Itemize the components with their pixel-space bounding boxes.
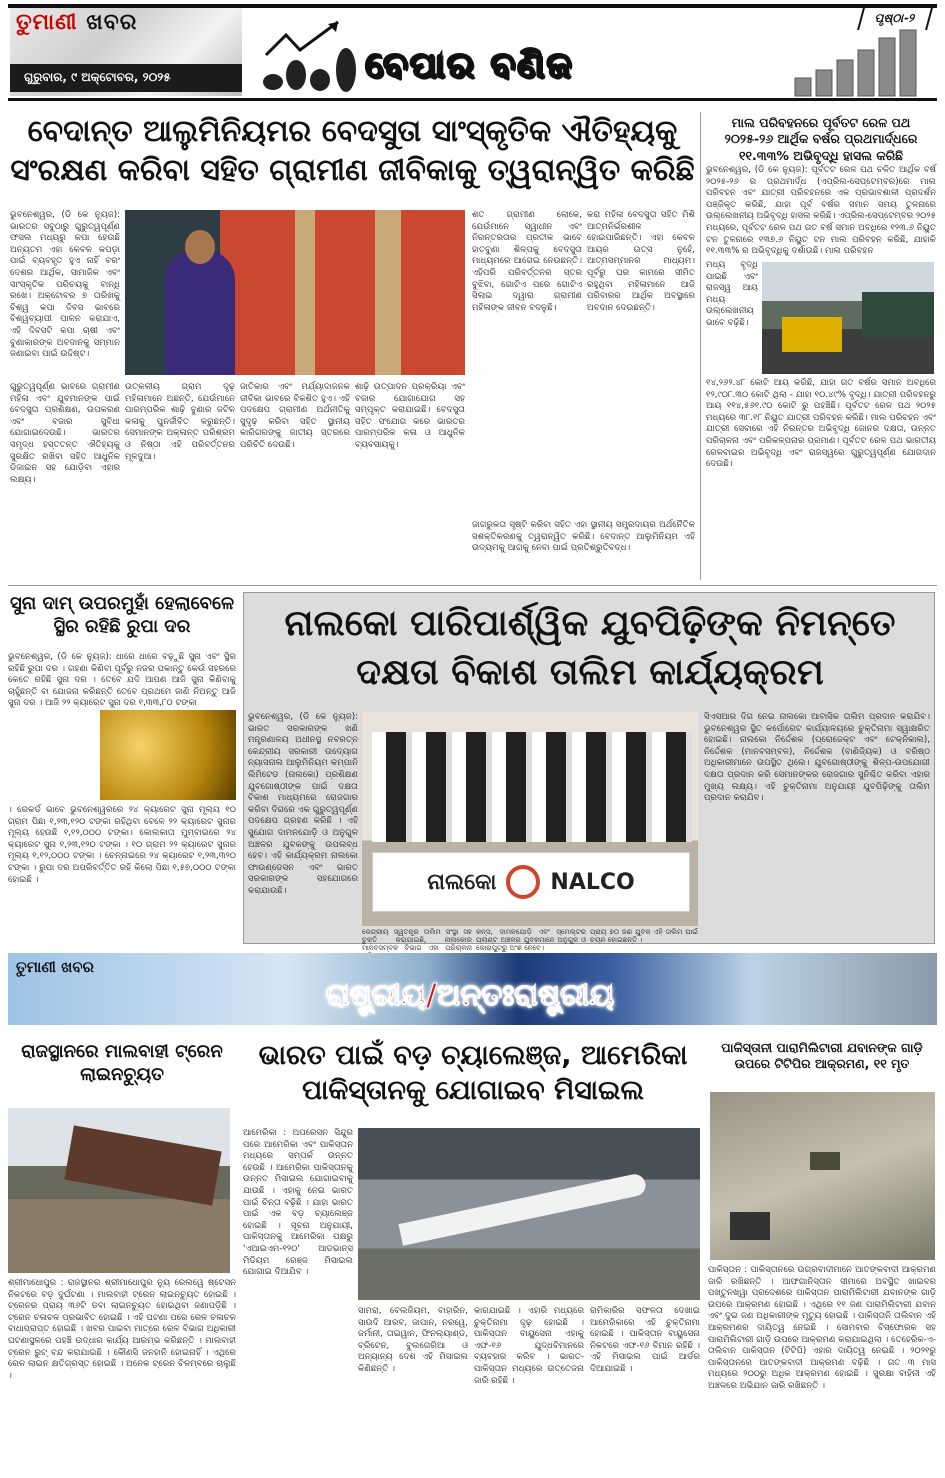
nalco-bottom-1: କେନ୍ଦ୍ରୀୟ ସ୍ୱତନ୍ତ୍ର ତାଲିମ ସଂସ୍ଥା ସହ ଚୁକ୍ତି କରାଯାଇଛି, ନାଲକୋର ମାନବସମ୍ବଳ ବିଭାଗ ଏହା ପରିଚାଳନା: [362, 928, 472, 952]
masthead-word-2: ଖବର: [86, 10, 138, 35]
lead-col-6: ଜାତିକାର ଏବଂ ମର୍ଯ୍ୟାଦାଜନକ ଜୀବିକା ଭାବରେ ବିକଶିତ ହୁଏ। ଏହି ପଦକ୍ଷେପ ଗ୍ରାମୀଣ ଅର୍ଥନୀତିକୁ ସୁଦୃଢ଼ କରିବା ସହିତ ସ୍ଥାନୀୟ କାରିଗରଙ୍କୁ ଜାତୀୟ ସ୍ତରରେ ପରିଚିତି ଦେଉଛି।: [240, 382, 350, 450]
rail-body-1: ଭୁବନେଶ୍ୱର, (ଡି କେ ନ୍ୟୁଜ): ପୂର୍ବତଟ ରେଳ ପଥ ଚଳିତ ଆର୍ଥିକ ବର୍ଷ ୨୦୨୫-୨୬ ର ପ୍ରଥମାର୍ଦ୍ଧ (ଏପ୍ରିଲ-ସେପ୍ଟେମ୍ବର)ରେ ମାଲ ପରିବହନ ଏବଂ ଯାତ୍ରୀ ପରିବହନରେ ଏକ ପ୍ରଭାବଶାଳୀ ପ୍ରଦର୍ଶନ ପଞ୍ଜିକୃତ କରିଛି, ଯାହା ପୂର୍ବ ବର୍ଷର ସମାନ ସମୟ ତୁଳନାରେ ଉଲ୍ଲେଖନୀୟ ଅଭିବୃଦ୍ଧି ହାସଲ କରିଛି। ଏପ୍ରିଲ-ସେପ୍ଟେମ୍ବର ୨୦୨୫ ମଧ୍ୟରେ, ପୂର୍ବତଟ ରେଳ ପଥ ଗତ ବର୍ଷ ସମାନ ଅବଧିରେ ୧୨୩.୬ ନିୟୁତ ଟନ ତୁଳନାରେ ୧୩୭.୬ ନିୟୁତ ଟନ ମାଲ ପରିବହନ କରିଛି, ଯାହାକି ୧୧.୩୩% ର ଅଭିବୃଦ୍ଧିକୁ ଦର୍ଶାଉଛି। ମାଲ ପରିବହନ: [706, 165, 936, 257]
derailed-train-photo: [8, 1108, 230, 1273]
nalco-logo-icon: [506, 865, 540, 899]
lead-col-8: ଜାଗରୁକତା ସୃଷ୍ଟି କରିବା ସହିତ ଏହା ସ୍ଥାନୀୟ ସମ୍ପ୍ରଦାୟର ଅର୍ଥନୈତିକ ସଶକ୍ତିକରଣକୁ ତ୍ୱରାନ୍ୱିତ କରିଛି। ବେଦାନ୍ତ ଆଲୁମିନିୟମ ଏହି ଉଦ୍ୟମକୁ ଆଗକୁ ନେବା ପାଇଁ ପ୍ରତିଶ୍ରୁତିବଦ୍ଧ।: [472, 520, 695, 554]
missile-left-body: ଆମେରିକା : ଅପରେସନ ସିନ୍ଦୁର ପରେ ଆମେରିକା ଏବଂ ପାକିସ୍ତାନ ମଧ୍ୟରେ ସମ୍ପର୍କ ଉନ୍ନତ ହେଉଛି । ଆମେରିକା ପାକିସ୍ତାନକୁ ଉନ୍ନତ ମିସାଇଲ ଯୋଗାଇବାକୁ ଯାଉଛି । ଏହାକୁ ନେଇ ଭାରତ ପାଇଁ ଚିନ୍ତା ବଢ଼ିଛି । ଯାହା ଭାରତ ପାଇଁ ଏକ ବଡ଼ ଚ୍ୟାଲେଞ୍ଜ ହୋଇଛି । ସୂଚନା ଅନୁଯାୟୀ, ପାକିସ୍ତାନକୁ ଆମେରିକା ପକ୍ଷରୁ 'ଏଆଇଏମ-୧୨୦' ଆଡଭାନ୍ସ ମିଡିୟମ ରେଞ୍ଜ ମିସାଇଲ ଯୋଗାଇ ଦିଆଯିବ ।: [243, 1128, 353, 1278]
nalco-mou-photo: [362, 712, 698, 926]
missile-headline-line-1: ଭାରତ ପାଇଁ ବଡ଼ ଚ୍ୟାଲେଞ୍ଜ, ଆମେରିକା: [258, 1040, 688, 1071]
nalco-logo-odia: ନାଲକୋ: [427, 869, 497, 895]
rail-body-3: ୧୪,୨୬୨.୪୮ କୋଟି ଆୟ କରିଛି, ଯାହା ଗତ ବର୍ଷର ସମାନ ଅବଧିରେ ୧୨,୯୦୮.୩୦ କୋଟି ଥିଲା - ଯାହା ୧୦.୪୯% ବୃଦ୍ଧି। ଯାତ୍ରୀ ପରିବହନରୁ ଆୟ ୧୧୪,୫୬୧.୯୦ କୋଟି ରୁ ପହଞ୍ଚିଛି। ପୂର୍ବତଟ ରେଳ ପଥ ୨୦୨୫ ମଧ୍ୟରେ ୩୮.୧୮ ନିୟୁତ ଯାତ୍ରୀ ପରିବହନ କରିଛି। ମାଲ ପରିବହନ ଏବଂ ଯାତ୍ରୀ ସେବାରେ ଏହି ନିରନ୍ତର ଅଭିବୃଦ୍ଧି ଜୋନର ଦକ୍ଷତା, ଉନ୍ନତ ପରିଚାଳନା ଏବଂ ପରିକଳ୍ପନାର ପ୍ରମାଣ। ପୂର୍ବତଟ ରେଳ ପଥ ଭାରତୀୟ ରେଳବାଇର ଅଭିବୃଦ୍ଧି ଏବଂ ରାଜସ୍ୱରେ ଗୁରୁତ୍ୱପୂର୍ଣ୍ଣ ଯୋଗଦାନ ଦେଉଛି।: [706, 378, 936, 470]
masthead-title: [16, 10, 137, 35]
missile-photo: [358, 1128, 700, 1300]
lead-col-4: ଗୁରୁତ୍ୱପୂର୍ଣ୍ଣ ଭାବରେ ଗ୍ରାମୀଣ ମହିଳା ଏବଂ ଯୁବମାନଙ୍କ ପାଇଁ ବେଦସୁତା ପ୍ରଶିକ୍ଷଣ, ଉପକରଣ ଏବଂ ବଜାର ସୁବିଧା ଯୋଗାଇଦେଉଛି। ଭାରତର ସମୃଦ୍ଧ ହସ୍ତତନ୍ତ ଐତିହ୍ୟକୁ ସୁରକ୍ଷିତ ରଖିବା ସହିତ ଆଧୁନିକ ଡିଜାଇନ ସହ ଯୋଡ଼ିବା ଏହାର ଲକ୍ଷ୍ୟ।: [10, 382, 120, 485]
section-title: ବେପାର ବଣିଜ: [365, 45, 574, 86]
row-divider: [8, 585, 937, 586]
nalco-left-body: ଭୁବନେଶ୍ୱର, (ଡି କେ ନ୍ୟୁଜ): ଭାରତ ସରକାରଙ୍କ ଖଣି ମନ୍ତ୍ରଣାଳୟ ଅଧୀନସ୍ଥ ନବରତ୍ନ କେନ୍ଦ୍ରୀୟ ସରକାରୀ ଉଦ୍ୟୋଗ ନ୍ୟାସନାଲ ଆଲୁମିନିୟମ କମ୍ପାନି ଲିମିଟେଡ (ନାଲକୋ) ପ୍ରଶିକ୍ଷଣ ଯୁବଗୋଷ୍ଠୀଙ୍କ ପାଇଁ ଦକ୍ଷତା ବିକାଶ ମାଧ୍ୟମରେ ରୋଜଗାର କରିବା ଦିଗରେ ଏକ ଗୁରୁତ୍ୱପୂର୍ଣ୍ଣ ପଦକ୍ଷେପ ଗ୍ରହଣ କରିଛି । ଏହି ସୁଯୋଗ ଦାମନଯୋଡ଼ି ଓ ଅନୁଗୁଳ ଅଞ୍ଚଳର ଯୁବକଙ୍କୁ ଉପଲବ୍ଧ ହେବ। ଏହି କାର୍ଯ୍ୟକ୍ରମ ନାଲକୋ ଫାଉଣ୍ଡେସନ ଏବଂ ଭାରତ ସରକାରଙ୍କ ସହଯୋଗରେ କରାଯାଉଛି।: [248, 712, 358, 896]
missile-col-2: କାରଯାଇଛି । ଏହାରି ମଧ୍ୟରେ ଚୁକ୍ତିନାମା ଦୃଢ଼ ହୋଇଛି । ପାକିସ୍ତାନ ବାୟୁସେନା ଏହାକୁ ଏଫ-୧୬ ଯୁଦ୍ଧବିମାନରେ ବ୍ୟବହାର କରିବ । ଭାରତ-ପାକିସ୍ତାନ ମଧ୍ୟରେ ଉତ୍ତେଜନା ଜାରି ରହିଛି ।: [474, 1306, 584, 1386]
pak-headline: ପାକିସ୍ତାନୀ ପାରାମିଲିଟାରୀ ଯବାନଙ୍କ ଗାଡ଼ି ଉପରେ ଟିଟିପିର ଆକ୍ରମଣ, ୧୧ ମୃତ: [721, 1040, 923, 1072]
masthead-word-1: ତୁମାଣୀ: [16, 10, 78, 35]
lead-headline-line-2: ସଂରକ୍ଷଣ କରିବା ସହିତ ଗ୍ରାମୀଣ ଜୀବିକାକୁ ତ୍ୱରାନ୍ୱିତ କରିଛି: [10, 153, 695, 188]
missile-headline-line-2: ପାକିସ୍ତାନକୁ ଯୋଗାଇବ ମିସାଇଲ: [302, 1075, 644, 1107]
lead-col-2: ଶତ ଗ୍ରାମୀଣ ଲୋକେ, ଯେଉଁମାନେ ସ୍ୱାଧୀନ ଏବଂ ନିରନ୍ତରତାର ପ୍ରତୀକ ଭାବେ ହାତବୁଣା ଶିଳ୍ପକୁ ବେଦସୁତା ମାଧ୍ୟମରେ ଆଗେଇ ନେଉଛନ୍ତି। ଏହିପରି ପରିବର୍ତ୍ତନର ସ୍ତର ବୁଝିବା, ଗୋଟିଏ ପରେ ଗୋଟିଏ ସିଲାଇ ଦ୍ୱାରା ଗ୍ରାମୀଣ ମହିଳାଙ୍କ ଜୀବନ ବଦଳୁଛି।: [472, 210, 582, 313]
nalco-headline-line-2: ଦକ୍ଷତା ବିକାଶ ତାଲିମ କାର୍ଯ୍ୟକ୍ରମ: [356, 651, 824, 693]
military-convoy-photo: [710, 1092, 935, 1260]
gold-body-2: । ରେକର୍ଡ ଭାବେ ଭୁବନେଶ୍ୱରରେ ୨୪ କ୍ୟାରେଟ ସୁନା ମୂଲ୍ୟ ୧୦ ଗ୍ରାମ ପିଛା ୧,୨୩,୧୨୦ ଟଙ୍କା ରହିଥିବା ବେଳେ ୨୨ କ୍ୟାରେଟ ସୁନାର ମୂଲ୍ୟ ହେଉଛି ୧,୧୨,୦୦୦ ଟଙ୍କା। କୋଲକାତା ମୁମ୍ବାଇରେ ୨୪ କ୍ୟାରେଟ ସୁନା ୧,୨୩,୧୨୦ ଟଙ୍କା । ୧୦ ଗ୍ରାମ ୨୨ କ୍ୟାରେଟ ସୁନାର ମୂଲ୍ୟ ୧,୧୨,୦୦୦ ଟଙ୍କା । ଚେନ୍ନାଇରେ ୨୪ କ୍ୟାରେଟ ୧,୨୩,୩୨୦ ଟଙ୍କା । ରୁପା ଦର ଅପରିବର୍ତ୍ତିତ ରହି କିଲୋ ପିଛା ୧,୫୭,୦୦୦ ଟଙ୍କା ହୋଇଛି ।: [8, 805, 236, 885]
missile-headline: [243, 1038, 703, 1108]
page-number: ପୃଷ୍ଠା-୨: [857, 8, 933, 30]
nalco-logo-english: NALCO: [550, 869, 635, 895]
nalco-bottom-2: କନ୍ସ, ଦାମନଯୋଡ଼ି ଏବଂ ସ୍ମେଲ୍ଟର ପ୍ଲାଣ୍ଟ ଅଞ୍ଚଳର ଯୁବକମାନେ ଅନୁଗୁଳ ଓ କୋରାପୁଟରୁ ଅଂଶ ନେବେ।: [476, 928, 586, 952]
banner-title: ରାଷ୍ଟ୍ରୀୟ/ଅନ୍ତଃରାଷ୍ଟ୍ରୀୟ: [325, 978, 615, 1013]
missile-col-1: ସାମରା, ବେଲଜିୟମ, ବାହାରିନ, ସାଉଦି ଆରବ, ଜାପାନ, ନରୱେ, ଜର୍ମାନୀ, ତାଇୱାନ, ଫିନଲ୍ୟାଣ୍ଡ, ବ୍ରିଟେନ, ବୁଲଗେରିଆ ଓ ଅନ୍ୟାନ୍ୟ ଦେଶ ଏହି ମିସାଇଲ କିଣିଛନ୍ତି ।: [358, 1306, 468, 1374]
nalco-right-body: ସିଏସଆର ଦିଗ ନେଇ ନାଲକୋ ଆବାସିକ ତାଲିମ ପ୍ରଦାନ କରାଯିବ। ଭୁବନେଶ୍ୱର ସ୍ଥିତ କର୍ପୋରେଟ କାର୍ଯ୍ୟାଳୟରେ ଚୁକ୍ତିନାମା ସ୍ୱାକ୍ଷରିତ ହୋଇଛି। ନାଲକୋ ନିର୍ଦ୍ଦେଶକ (ପ୍ରୋଜେକ୍ଟ ଏବଂ ଟେକ୍ନିକାଲ), ନିର୍ଦ୍ଦେଶକ (ମାନବସମ୍ବଳ), ନିର୍ଦ୍ଦେଶକ (ବାଣିଜ୍ୟିକ) ଓ ବରିଷ୍ଠ ଅଧିକାରୀମାନେ ଉପସ୍ଥିତ ଥିଲେ। ଯୁବଗୋଷ୍ଠୀଙ୍କୁ ଶିଳ୍ପ-ଉପଯୋଗୀ ଦକ୍ଷତା ପ୍ରଦାନ କରି ସେମାନଙ୍କର ରୋଜଗାର ସୁନିଶ୍ଚିତ କରିବା ଏହାର ମୁଖ୍ୟ ଲକ୍ଷ୍ୟ। ଏହି ଚୁକ୍ତିନାମା ଅନୁଯାୟୀ ଯୁବପିଢ଼ିଙ୍କୁ ତାଲିମ ପ୍ରଦାନ କରାଯିବ।: [704, 712, 930, 804]
date-bar: ଗୁରୁବାର, ୯ ଅକ୍ଟୋବର, ୨୦୨୫: [10, 64, 242, 92]
lead-col-5: ଉତ୍କଳୀୟ ଗ୍ରାମ ଦୃଢ଼ ମହିଳାମାନେ ଅଛନ୍ତି, ଯେଉଁମାନେ ପାରମ୍ପରିକ ଶାଢ଼ି ବୁଣାର ଜଟିଳ କଳାକୁ ପୁନର୍ଜୀବିତ କରୁଛନ୍ତି। ସେମାନଙ୍କ ଅକ୍ଳାନ୍ତ ପରିଶ୍ରମ ଓ ନିଷ୍ଠା ଏହି ପରିବର୍ତ୍ତନର ମୂଳଦୁଆ।: [125, 382, 235, 462]
gold-jewellery-photo: [100, 710, 236, 800]
coin-stacks-icon: [780, 30, 930, 96]
nalco-headline: [250, 600, 930, 697]
trend-coins-icon: [258, 20, 358, 95]
nalco-bottom-3: ପ୍ରାୟ ୭୦ ଜଣ ଯୁବକ ଏହି ତାଲିମ ପାଇଁ ଚୟନ ହୋଇଛନ୍ତି ।: [590, 928, 698, 944]
lead-headline: [10, 112, 695, 190]
train-body: ଶ୍ରୀମାଧୋପୁର : ରାଜସ୍ଥାନର ଶ୍ରୀମାଧୋପୁର ନ୍ୟୁ ରେଲୱେ ଷ୍ଟେସନ ନିକଟରେ ବଡ଼ ଦୁର୍ଘଟଣା । ମାଲବାହୀ ଟ୍ରେନ ଲାଇନଚ୍ୟୁତ ହୋଇଛି । ଟ୍ରେନର ପ୍ରାୟ ୩୬ଟି ଡବା ଲାଇନଚ୍ୟୁତ ହୋଇଥିବା ଜଣାପଡ଼ିଛି । ଟ୍ରେନ ଚଳାଚଳ ପ୍ରଭାବିତ ହୋଇଛି । ଏହି ଘଟଣା ପରେ ରେଳ ଚଳାଚଳ ବାଧାପ୍ରାପ୍ତ ହୋଇଛି । ଖବର ପାଇବା ମାତ୍ରେ ରେଳ ବିଭାଗ ଅଧିକାରୀ ଘଟଣାସ୍ଥଳରେ ପହଞ୍ଚି ଉଦ୍ଧାର କାର୍ଯ୍ୟ ଆରମ୍ଭ କରିଛନ୍ତି । ମାଲବାହୀ ଟ୍ରେନ ରୁଟ୍ ବନ୍ଦ କରାଯାଇଛି । କୌଣସି ଜନହାନି ହୋଇନାହିଁ । ଏଥିରେ ରେଳ ଲାଇନ କ୍ଷତିଗ୍ରସ୍ତ ହୋଇଛି । ଅନେକ ଟ୍ରେନ ବିଳମ୍ବରେ ଚାଲୁଛି ।: [8, 1278, 236, 1381]
train-headline: ରାଜସ୍ଥାନରେ ମାଲବାହୀ ଟ୍ରେନ ଲାଇନଚ୍ୟୁତ: [21, 1041, 223, 1086]
missile-col-3: ରାମିକାରିର ସଫଳତା ଦେଖାଇ ଆମେରିକାରେ ଏହି ଚୁକ୍ତିନାମା ହୋଇଛି । ପାକିସ୍ତାନ ବାୟୁସେନା ନିକଟରେ ଏଫ-୧୬ ବିମାନ ରହିଛି । ଏହି ମିସାଇଲ ପାଇଁ ଆର୍ଡର ଦିଆଯାଇଛି ।: [590, 1306, 700, 1374]
column-divider: [700, 112, 701, 580]
banner-masthead: ତୁମାଣୀ ଖବର: [16, 958, 94, 976]
pak-body: ପାକିସ୍ତାନ : ପାକିସ୍ତାନରେ ଉଗ୍ରବାଦୀମାନେ ଆତଙ୍କବାଦୀ ଆକ୍ରମଣ ଜାରି ରଖିଛନ୍ତି । ଆଫଗାନିସ୍ତାନ ସୀମାରେ ଅବସ୍ଥିତ ଖାଇବର ପଖ୍ତୁନଖ୍ୱା ପ୍ରଦେଶରେ ପାକିସ୍ତାନ ପାରାମିଲିଟାରୀ ଯବାନଙ୍କ ଗାଡ଼ି ଉପରେ ଆକ୍ରମଣ ହୋଇଛି । ଏଥିରେ ୧୧ ଜଣ ପାରାମିଲିଟାରୀ ଯବାନ ଏବଂ ଦୁଇ ଜଣ ଅଧିକାରୀଙ୍କ ମୃତ୍ୟୁ ହୋଇଛି । ପାକିସ୍ତାନି ତାଲିବାନ ଏହି ଆକ୍ରମଣର ଦାୟିତ୍ୱ ନେଇଛି । ସୋମବାର ବିସ୍ଫୋରକ ସହ ପାରାମିଲିଟାରୀ ଗାଡ଼ି ଉପରେ ଆକ୍ରମଣ କରାଯାଇଥିଲା । ତେହେରିକ-ଏ-ତାଲିବାନ ପାକିସ୍ତାନ (ଟିଟିପି) ଏହାର ଦାୟିତ୍ୱ ନେଇଛି । ୨୦୨୧ରୁ ପାକିସ୍ତାନରେ ଆତଙ୍କବାଦୀ ଆକ୍ରମଣ ବଢ଼ିଛି । ଗତ ୩ ମାସ ମଧ୍ୟରେ ୨୦୦ରୁ ଅଧିକ ଆକ୍ରମଣ ହୋଇଛି । ସୁରକ୍ଷା ବାହିନୀ ଏହି ଅଞ୍ଚଳରେ ଅଭିଯାନ ଜାରି ରଖିଛନ୍ତି ।: [708, 1265, 936, 1391]
nalco-headline-line-1: ନାଲକୋ ପାରିପାର୍ଶ୍ୱିକ ଯୁବପିଢ଼ିଙ୍କ ନିମନ୍ତେ: [284, 603, 896, 644]
gold-headline: ସୁନା ଦାମ୍ ଉପରମୁହାଁ ହେଲାବେଳେ ସ୍ଥିର ରହିଛି ରୁପା ଦର: [10, 593, 234, 638]
lead-col-1: ଭୁବନେଶ୍ୱର, (ଡି କେ ନ୍ୟୁଜ): ଭାରତର ସବୁଠାରୁ ଗୁରୁତ୍ୱପୂର୍ଣ୍ଣ ଫସଲ ମଧ୍ୟରୁ କପା ହେଉଛି ଅନ୍ୟତମ ଏହା କେବଳ କପଡ଼ା ପାଇଁ ବ୍ୟବହୃତ ହୁଏ ନାହିଁ ବରଂ ଦେଶର ଆର୍ଥିକ, ସାମାଜିକ ଏବଂ ସାଂସ୍କୃତିକ ପରିଚୟକୁ ବାନ୍ଧି ରଖେ। ଅକ୍ଟୋବର ୭ ତାରିଖକୁ ବିଶ୍ୱ କପା ଦିବସ ଭାବରେ ବିଶ୍ୱବ୍ୟାପୀ ପାଳନ କରାଯାଏ, ଏହି ଦିବସଟି କପା ଚାଷୀ ଏବଂ ବୁଣାକାରଙ୍କ ଅବଦାନକୁ ସମ୍ମାନ ଜଣାଇବା ପାଇଁ ଉଦ୍ଦିଷ୍ଟ।: [10, 210, 120, 360]
lead-col-7: ଶାଢ଼ି ଉତ୍ପାଦନ ପ୍ରକ୍ରିୟା ଏବଂ ବଜାର ଯୋଗାଯୋଗ ସହ ସମ୍ପୃକ୍ତ କରାଯାଇଛି। ବେଦସୁତା ସହିତ ସଂଯୋଗ କରେ ଭାରତର ପାରମ୍ପରିକ କଳା ଓ ଆଧୁନିକ ବ୍ୟବସାୟକୁ।: [355, 382, 465, 450]
rail-headline: ମାଲ ପରିବହନରେ ପୂର୍ବତଟ ରେଳ ପଥ ୨୦୨୫-୨୬ ଆର୍ଥିକ ବର୍ଷର ପ୍ରଥମାର୍ଦ୍ଧରେ ୧୧.୩୩% ଅଭିବୃଦ୍ଧି ହାସଲ କରିଛି: [724, 115, 918, 163]
header-rule: [8, 98, 937, 101]
coal-loader-photo: [762, 262, 934, 374]
lead-col-3: କରା ମହିଳା ବେଦସୁତା ସହିତ ମିଶି ଆତ୍ମନିର୍ଭରଶୀଳ ହୋଇପାରିଛନ୍ତି। ଏହା କେବଳ ଆୟର ଉତ୍ସ ନୁହେଁ, ଆତ୍ମସମ୍ମାନର ମାଧ୍ୟମ। ପୂର୍ବରୁ ଘର କାମରେ ସୀମିତ ରହୁଥିବା ମହିଳାମାନେ ଆଜି ପରିବାରର ଆର୍ଥିକ ଅବସ୍ଥାରେ ଅବଦାନ ଦେଉଛନ୍ତି।: [587, 210, 695, 313]
weaving-photo: [125, 210, 465, 375]
lead-headline-line-1: ବେଦାନ୍ତ ଆଲୁମିନିୟମର ବେଦସୁତା ସାଂସ୍କୃତିକ ଐତିହ୍ୟକୁ: [27, 114, 678, 149]
rail-body-2: ମଧ୍ୟ ବୃଦ୍ଧି ପାଇଛି ଏବଂ ରାଜସ୍ୱ ଆୟ ମଧ୍ୟ ଉଲ୍ଲେଖନୀୟ ଭାବେ ବଢ଼ିଛି।: [706, 260, 758, 328]
gold-body-1: ଭୁବନେଶ୍ୱର, (ଡି କେ ନ୍ୟୁଜ): ଧାରେ ଧାରେ ବଢ଼ୁଛି ସୁନା ଏବଂ ସ୍ଥିର ରହିଛି ରୁପା ଦର । ଗହଣା କିଣିବା ପୂର୍ବରୁ ନଜର ପକାନ୍ତୁ କେଉଁ ସହରରେ କେତେ ରହିଛି ସୁନା ଦର । ତେବେ ଯଦି ଆପଣ ଆଜି ସୁନା କିଣିବାକୁ ଚାହୁଁଛନ୍ତି ବା ଯୋଜନା କରିଛନ୍ତି ତେବେ ପ୍ରଥମେ ଜାଣି ନିଅନ୍ତୁ ଆଜି ସୁନା ଦର । ଆଜି ୨୨ କ୍ୟାରେଟ ସୁନା ଦର ୧,୩୩,୮୦ ଟଙ୍କା: [8, 652, 236, 709]
